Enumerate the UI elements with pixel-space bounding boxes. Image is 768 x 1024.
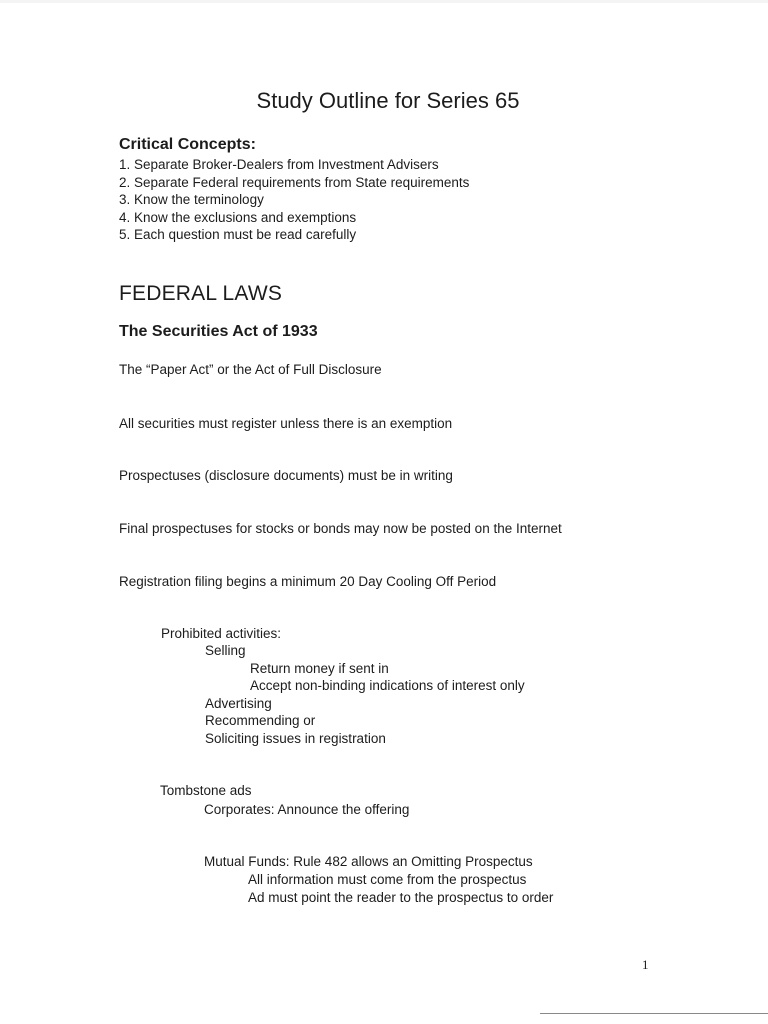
list-item: 2. Separate Federal requirements from State requirements — [119, 174, 470, 190]
prohibited-item: Advertising — [205, 696, 272, 711]
paragraph: The “Paper Act” or the Act of Full Disclosure — [119, 362, 382, 377]
prohibited-item: Soliciting issues in registration — [205, 731, 386, 746]
tombstone-item: Corporates: Announce the offering — [204, 802, 410, 817]
paragraph: All securities must register unless there is an exemption — [119, 416, 453, 431]
paragraph: Registration filing begins a minimum 20 Day Cooling Off Period — [119, 574, 497, 589]
scan-edge — [0, 0, 768, 3]
page-number: 1 — [642, 957, 649, 972]
federal-laws-heading: FEDERAL LAWS — [119, 282, 283, 305]
paragraph: Prospectuses (disclosure documents) must be in writing — [119, 468, 453, 483]
paragraph: Final prospectuses for stocks or bonds may now be posted on the Internet — [119, 521, 562, 536]
scan-rule — [540, 1013, 768, 1014]
prohibited-activities-label: Prohibited activities: — [161, 626, 282, 641]
prohibited-subitem: Return money if sent in — [250, 661, 389, 676]
list-item: 3. Know the terminology — [119, 192, 264, 207]
list-item: 5. Each question must be read carefully — [119, 227, 357, 242]
prohibited-item: Selling — [205, 643, 246, 658]
critical-concepts-list — [119, 156, 469, 244]
tombstone-ads-label: Tombstone ads — [160, 783, 252, 798]
list-item: 1. Separate Broker-Dealers from Investment Advisers — [119, 157, 439, 172]
tombstone-item: Mutual Funds: Rule 482 allows an Omitting Prospectus — [204, 854, 533, 869]
page-title: Study Outline for Series 65 — [256, 88, 520, 113]
prohibited-item: Recommending or — [205, 713, 316, 728]
list-item: 4. Know the exclusions and exemptions — [119, 209, 357, 225]
prohibited-subitem: Accept non-binding indications of interest only — [250, 678, 525, 693]
securities-act-heading: The Securities Act of 1933 — [119, 323, 318, 340]
tombstone-subitem: Ad must point the reader to the prospectus to order — [248, 890, 554, 905]
critical-concepts-heading: Critical Concepts: — [119, 136, 256, 153]
tombstone-subitem: All information must come from the prospectus — [248, 872, 527, 887]
